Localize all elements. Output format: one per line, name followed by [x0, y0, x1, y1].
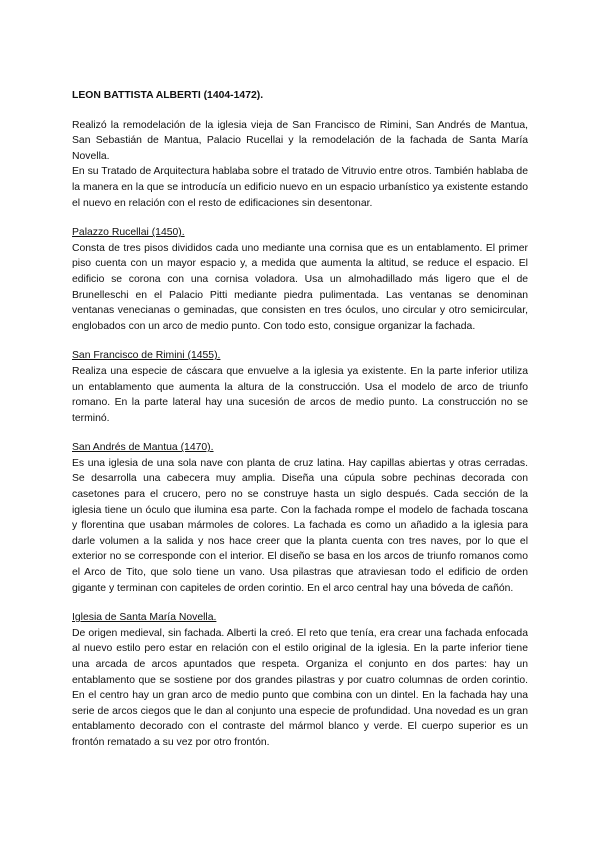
section-body: Consta de tres pisos divididos cada uno mediante una cornisa que es un entablamento. El primer piso cuenta con un mayor espacio y, a medida que aumenta la altitud, se reduce el espacio. El edificio se corona con una cornisa voladora. Usa un almohadillado más ligero que el de Brunelleschi en el Palacio Pitti mediante piedra pulimentada. Las ventanas se denominan ventanas venecianas o geminadas, que consisten en tres óculos, uno circular y otro semicircular, englobados con un arco de medio punto. Con todo esto, consigue organizar la fachada. [72, 242, 528, 332]
intro-paragraph: En su Tratado de Arquitectura hablaba sobre el tratado de Vitruvio entre otros. También hablaba de la manera en la que se introducía un edificio nuevo en un espacio urbanístico ya existente estando el nuevo en relación con el resto de edificaciones sin desentonar. [72, 166, 528, 209]
document-page [72, 88, 528, 751]
intro-block [72, 118, 528, 212]
section-body: Realiza una especie de cáscara que envuelve a la iglesia ya existente. En la parte inferior utiliza un entablamento que aumenta la altura de la construcción. Usa el modelo de arco de triunfo romano. En la parte lateral hay una sucesión de arcos de medio punto. La construcción no se terminó. [72, 365, 528, 424]
section-san-francisco-rimini [72, 348, 528, 426]
section-body: De origen medieval, sin fachada. Alberti la creó. El reto que tenía, era crear una fachada enfocada al nuevo estilo pero estar en relación con el estilo original de la iglesia. En la parte inferior tiene una arcada de arcos apuntados que respeta. Organiza el conjunto en dos partes: hay un entablamento que se sostiene por dos grandes pilastras y por cuatro columnas de orden corintio. En el centro hay un gran arco de medio punto que combina con un dintel. En la fachada hay una serie de arcos ciegos que le dan al conjunto una especie de profundidad. Una novedad es un gran entablamento decorado con el contraste del mármol blanco y verde. El cuerpo superior es un frontón rematado a su vez por otro frontón. [72, 627, 528, 748]
document-title: LEON BATTISTA ALBERTI (1404-1472). [72, 90, 264, 101]
section-palazzo-rucellai [72, 225, 528, 334]
section-heading: Iglesia de Santa María Novella. [72, 612, 217, 624]
section-heading: San Francisco de Rimini (1455). [72, 350, 221, 362]
section-santa-maria-novella [72, 610, 528, 750]
section-heading: San Andrés de Mantua (1470). [72, 442, 214, 454]
intro-paragraph: Realizó la remodelación de la iglesia vieja de San Francisco de Rimini, San Andrés de Mantua, San Sebastián de Mantua, Palacio Rucellai y la remodelación de la fachada de Santa María Novella. [72, 119, 528, 162]
section-heading: Palazzo Rucellai (1450). [72, 227, 185, 239]
section-san-andres-mantua [72, 440, 528, 596]
section-body: Es una iglesia de una sola nave con planta de cruz latina. Hay capillas abiertas y otras cerradas. Se desarrolla una cabecera muy amplia. Diseña una cúpula sobre pechinas decorada con casetones para el crucero, pero no se construye hasta un siglo después. Cada sección de la iglesia tiene un óculo que ilumina esa parte. Con la fachada rompe el modelo de fachada toscana y florentina que usaban mármoles de colores. La fachada es como un añadido a la iglesia para darle volumen a la salida y nos hace creer que la planta cuenta con tres naves, por lo que el exterior no se corresponde con el interior. El diseño se basa en los arcos de triunfo romanos como el Arco de Tito, que solo tiene un vano. Usa pilastras que atraviesan todo el edificio de orden gigante y terminan con capiteles de orden corintio. En el arco central hay una bóveda de cañón. [72, 457, 528, 594]
